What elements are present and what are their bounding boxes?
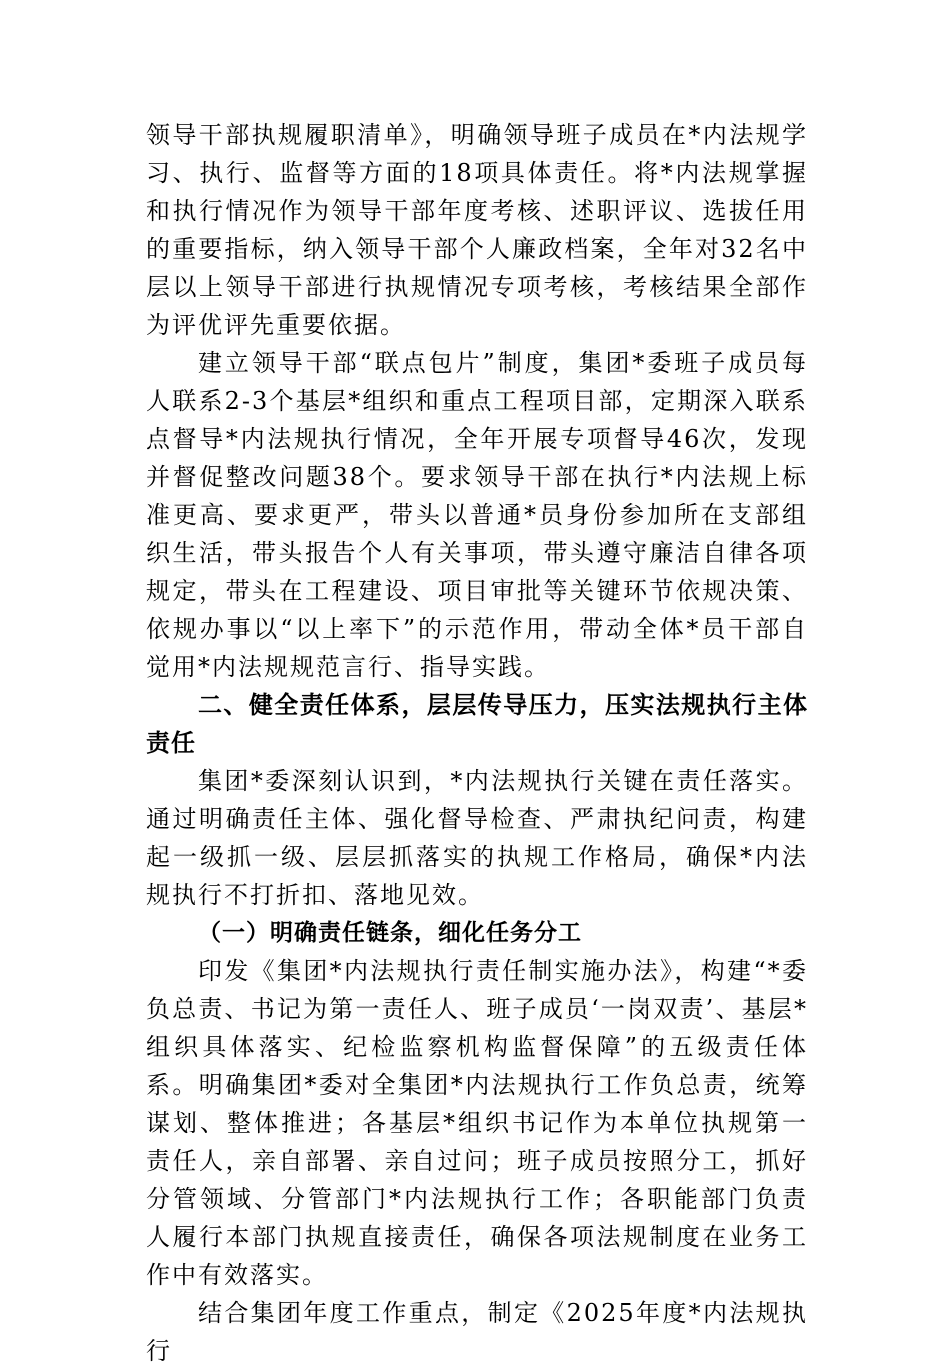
document-body (146, 116, 808, 1370)
paragraph-3: 集团*委深刻认识到，*内法规执行关键在责任落实。通过明确责任主体、强化督导检查、严肃执纪问责，构建起一级抓一级、层层抓落实的执规工作格局，确保*内法规执行不打折扣、落地见效。 (146, 767, 808, 909)
paragraph-5: 结合集团年度工作重点，制定《2025年度*内法规执行 (146, 1299, 808, 1365)
section-heading-2: 二、健全责任体系，层层传导压力，压实法规执行主体责任 (146, 691, 808, 757)
subsection-heading-1: （一）明确责任链条，细化任务分工 (198, 920, 582, 946)
paragraph-2: 建立领导干部“联点包片”制度，集团*委班子成员每人联系2-3个基层*组织和重点工程项目部，定期深入联系点督导*内法规执行情况，全年开展专项督导46次，发现并督促整改问题38个。要求领导干部在执行*内法规上标准更高、要求更严，带头以普通*员身份参加所在支部组织生活，带头报告个人有关事项，带头遵守廉洁自律各项规定，带头在工程建设、项目审批等关键环节依规决策、依规办事以“以上率下”的示范作用，带动全体*员干部自觉用*内法规规范言行、指导实践。 (146, 349, 808, 681)
paragraph-4: 印发《集团*内法规执行责任制实施办法》，构建“*委负总责、书记为第一责任人、班子成员‘一岗双责’、基层*组织具体落实、纪检监察机构监督保障”的五级责任体系。明确集团*委对全集团*内法规执行工作负总责，统筹谋划、整体推进；各基层*组织书记作为本单位执规第一责任人，亲自部署、亲自过问；班子成员按照分工，抓好分管领域、分管部门*内法规执行工作；各职能部门负责人履行本部门执规直接责任，确保各项法规制度在业务工作中有效落实。 (146, 957, 808, 1289)
paragraph-1: 领导干部执规履职清单》，明确领导班子成员在*内法规学习、执行、监督等方面的18项具体责任。将*内法规掌握和执行情况作为领导干部年度考核、述职评议、选拔任用的重要指标，纳入领导干部个人廉政档案，全年对32名中层以上领导干部进行执规情况专项考核，考核结果全部作为评优评先重要依据。 (146, 121, 808, 339)
